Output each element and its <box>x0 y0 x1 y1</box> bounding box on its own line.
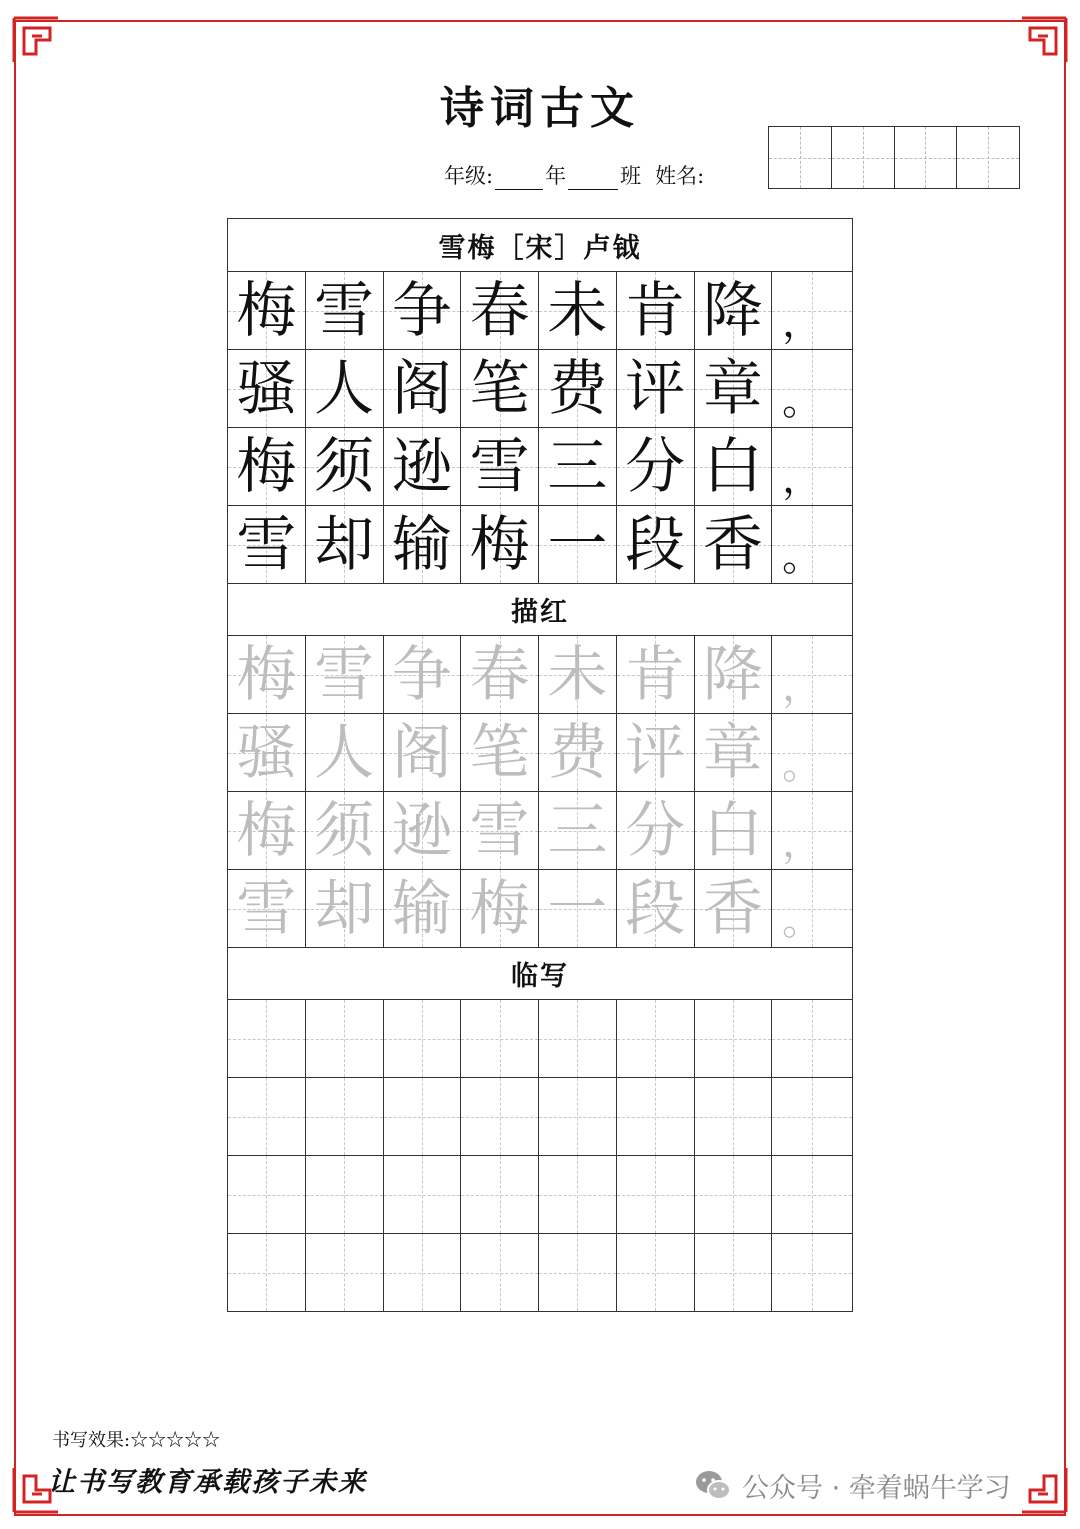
trace-char: 降 <box>702 639 763 710</box>
copy-cell[interactable] <box>539 1156 617 1233</box>
grade-blank[interactable] <box>495 166 543 190</box>
name-writing-box[interactable] <box>768 126 1020 189</box>
trace-cell[interactable] <box>384 714 462 791</box>
poem-cell <box>306 506 384 583</box>
copy-cell[interactable] <box>306 1234 384 1311</box>
trace-cell[interactable] <box>539 636 617 713</box>
trace-cell[interactable] <box>461 636 539 713</box>
poem-char: 白 <box>702 431 763 502</box>
trace-cell[interactable] <box>539 870 617 947</box>
poem-cell <box>461 506 539 583</box>
trace-char: 笔 <box>469 717 530 788</box>
poem-cell <box>384 350 462 427</box>
trace-row <box>228 636 852 714</box>
trace-cell[interactable] <box>306 636 384 713</box>
copy-cell[interactable] <box>228 1000 306 1077</box>
copy-cell[interactable] <box>695 1234 773 1311</box>
poem-cell <box>772 272 852 349</box>
poem-char: 逊 <box>391 431 452 502</box>
copy-row <box>228 1156 852 1234</box>
trace-char: 。 <box>782 897 823 944</box>
copy-cell[interactable] <box>228 1234 306 1311</box>
rating-text: 书写效果:☆☆☆☆☆ <box>52 1430 221 1451</box>
trace-cell[interactable] <box>617 714 695 791</box>
copy-cell[interactable] <box>384 1000 462 1077</box>
copy-cell[interactable] <box>772 1078 852 1155</box>
poem-cell <box>306 272 384 349</box>
trace-cell[interactable] <box>228 714 306 791</box>
poem-grid <box>228 272 852 584</box>
poem-char: 梅 <box>236 275 297 346</box>
trace-heading: 描红 <box>228 584 852 636</box>
slogan-text: 让书写教育承载孩子未来 <box>48 1467 367 1498</box>
trace-cell[interactable] <box>772 870 852 947</box>
copy-cell[interactable] <box>306 1156 384 1233</box>
trace-cell[interactable] <box>695 714 773 791</box>
copy-cell[interactable] <box>617 1156 695 1233</box>
poem-char: 。 <box>782 533 823 580</box>
poem-char: 段 <box>625 509 686 580</box>
poem-cell <box>306 428 384 505</box>
poem-char: 争 <box>391 275 452 346</box>
copy-cell[interactable] <box>461 1078 539 1155</box>
trace-char: ， <box>782 819 823 866</box>
trace-char: 段 <box>625 873 686 944</box>
poem-char: 阁 <box>391 353 452 424</box>
copy-cell[interactable] <box>772 1156 852 1233</box>
copy-cell[interactable] <box>306 1078 384 1155</box>
copy-row <box>228 1000 852 1078</box>
copy-cell[interactable] <box>617 1234 695 1311</box>
trace-cell[interactable] <box>539 714 617 791</box>
class-blank[interactable] <box>568 166 618 190</box>
copy-cell[interactable] <box>539 1234 617 1311</box>
poem-char: 须 <box>314 431 375 502</box>
trace-cell[interactable] <box>695 792 773 869</box>
trace-cell[interactable] <box>695 636 773 713</box>
copy-heading: 临写 <box>228 948 852 1000</box>
trace-char: 输 <box>391 873 452 944</box>
trace-grid[interactable] <box>228 636 852 948</box>
trace-cell[interactable] <box>461 714 539 791</box>
poem-row <box>228 272 852 350</box>
poem-char: 。 <box>782 377 823 424</box>
trace-cell[interactable] <box>695 870 773 947</box>
poem-char: 分 <box>625 431 686 502</box>
trace-cell[interactable] <box>772 714 852 791</box>
year-label: 年 <box>545 164 567 188</box>
trace-char: 香 <box>702 873 763 944</box>
trace-char: 梅 <box>469 873 530 944</box>
name-label: 姓名: <box>655 164 705 188</box>
poem-cell <box>695 350 773 427</box>
copy-cell[interactable] <box>617 1000 695 1077</box>
trace-char: 费 <box>547 717 608 788</box>
trace-char: 骚 <box>236 717 297 788</box>
trace-cell[interactable] <box>228 636 306 713</box>
poem-char: ， <box>782 455 823 502</box>
student-info <box>444 160 704 190</box>
poem-char: 梅 <box>469 509 530 580</box>
trace-row <box>228 870 852 948</box>
trace-char: 人 <box>314 717 375 788</box>
trace-char: 逊 <box>391 795 452 866</box>
trace-char: 争 <box>391 639 452 710</box>
poem-char: 三 <box>547 431 608 502</box>
trace-char: 春 <box>469 639 530 710</box>
copy-cell[interactable] <box>695 1078 773 1155</box>
trace-char: 分 <box>625 795 686 866</box>
trace-cell[interactable] <box>617 792 695 869</box>
poem-char: 费 <box>547 353 608 424</box>
copy-row <box>228 1234 852 1312</box>
copy-cell[interactable] <box>306 1000 384 1077</box>
poem-cell <box>228 428 306 505</box>
copy-cell[interactable] <box>772 1000 852 1077</box>
poem-cell <box>384 272 462 349</box>
copy-cell[interactable] <box>461 1000 539 1077</box>
poem-char: 梅 <box>236 431 297 502</box>
poem-cell <box>461 350 539 427</box>
poem-cell <box>539 506 617 583</box>
copy-cell[interactable] <box>772 1234 852 1311</box>
copy-row <box>228 1078 852 1156</box>
trace-char: 白 <box>702 795 763 866</box>
poem-char: 春 <box>469 275 530 346</box>
poem-char: ， <box>782 299 823 346</box>
poem-char: 却 <box>314 509 375 580</box>
watermark-text: 公众号 · 牵着蜗牛学习 <box>742 1473 1011 1504</box>
trace-char: 。 <box>782 741 823 788</box>
poem-char: 雪 <box>236 509 297 580</box>
poem-cell <box>228 272 306 349</box>
trace-cell[interactable] <box>461 792 539 869</box>
trace-cell[interactable] <box>384 870 462 947</box>
poem-char: 未 <box>547 275 608 346</box>
poem-cell <box>384 428 462 505</box>
trace-cell[interactable] <box>617 636 695 713</box>
corner-ornament-icon <box>1020 16 1068 64</box>
trace-char: 阁 <box>391 717 452 788</box>
copy-cell[interactable] <box>228 1078 306 1155</box>
trace-cell[interactable] <box>306 870 384 947</box>
poem-char: 雪 <box>469 431 530 502</box>
poem-cell <box>617 506 695 583</box>
poem-cell <box>461 428 539 505</box>
trace-row <box>228 714 852 792</box>
trace-cell[interactable] <box>228 870 306 947</box>
poem-cell <box>617 272 695 349</box>
poem-cell <box>772 506 852 583</box>
poem-row <box>228 506 852 584</box>
trace-char: 章 <box>702 717 763 788</box>
poem-cell <box>539 428 617 505</box>
copy-grid[interactable] <box>228 1000 852 1312</box>
poem-cell <box>617 428 695 505</box>
poem-heading: 雪梅［宋］卢钺 <box>228 219 852 272</box>
trace-cell[interactable] <box>539 792 617 869</box>
wechat-icon <box>694 1469 732 1503</box>
trace-char: 雪 <box>314 639 375 710</box>
trace-char: ， <box>782 663 823 710</box>
trace-cell[interactable] <box>306 714 384 791</box>
trace-char: 一 <box>547 873 608 944</box>
trace-cell[interactable] <box>384 792 462 869</box>
trace-char: 雪 <box>469 795 530 866</box>
trace-cell[interactable] <box>461 870 539 947</box>
corner-ornament-icon <box>1020 1466 1068 1514</box>
class-label: 班 <box>620 164 642 188</box>
poem-cell <box>539 350 617 427</box>
copy-cell[interactable] <box>695 1000 773 1077</box>
trace-char: 雪 <box>236 873 297 944</box>
trace-cell[interactable] <box>384 636 462 713</box>
trace-char: 未 <box>547 639 608 710</box>
trace-char: 梅 <box>236 639 297 710</box>
poem-row <box>228 350 852 428</box>
trace-cell[interactable] <box>772 792 852 869</box>
poem-cell <box>772 350 852 427</box>
grade-label: 年级: <box>444 164 494 188</box>
poem-cell <box>772 428 852 505</box>
trace-cell[interactable] <box>772 636 852 713</box>
poem-cell <box>695 272 773 349</box>
poem-char: 雪 <box>314 275 375 346</box>
poem-char: 章 <box>702 353 763 424</box>
copy-cell[interactable] <box>384 1078 462 1155</box>
poem-cell <box>617 350 695 427</box>
poem-char: 输 <box>391 509 452 580</box>
poem-row <box>228 428 852 506</box>
watermark <box>694 1466 1011 1505</box>
copy-cell[interactable] <box>461 1234 539 1311</box>
page-title: 诗词古文 <box>440 83 640 134</box>
trace-cell[interactable] <box>306 792 384 869</box>
poem-char: 评 <box>625 353 686 424</box>
copy-cell[interactable] <box>539 1078 617 1155</box>
copy-cell[interactable] <box>228 1156 306 1233</box>
poem-cell <box>695 428 773 505</box>
poem-char: 肯 <box>625 275 686 346</box>
trace-cell[interactable] <box>228 792 306 869</box>
poem-cell <box>306 350 384 427</box>
trace-row <box>228 792 852 870</box>
poem-char: 降 <box>702 275 763 346</box>
poem-cell <box>461 272 539 349</box>
copy-cell[interactable] <box>695 1156 773 1233</box>
poem-char: 一 <box>547 509 608 580</box>
trace-char: 却 <box>314 873 375 944</box>
corner-ornament-icon <box>12 16 60 64</box>
poem-char: 骚 <box>236 353 297 424</box>
practice-sheet <box>227 218 853 1312</box>
copy-cell[interactable] <box>539 1000 617 1077</box>
trace-char: 评 <box>625 717 686 788</box>
trace-char: 梅 <box>236 795 297 866</box>
poem-char: 香 <box>702 509 763 580</box>
poem-cell <box>228 350 306 427</box>
poem-cell <box>384 506 462 583</box>
copy-cell[interactable] <box>384 1156 462 1233</box>
trace-char: 肯 <box>625 639 686 710</box>
trace-char: 三 <box>547 795 608 866</box>
trace-cell[interactable] <box>617 870 695 947</box>
trace-char: 须 <box>314 795 375 866</box>
poem-char: 人 <box>314 353 375 424</box>
poem-cell <box>228 506 306 583</box>
copy-cell[interactable] <box>617 1078 695 1155</box>
poem-char: 笔 <box>469 353 530 424</box>
copy-cell[interactable] <box>461 1156 539 1233</box>
copy-cell[interactable] <box>384 1234 462 1311</box>
poem-cell <box>695 506 773 583</box>
poem-cell <box>539 272 617 349</box>
